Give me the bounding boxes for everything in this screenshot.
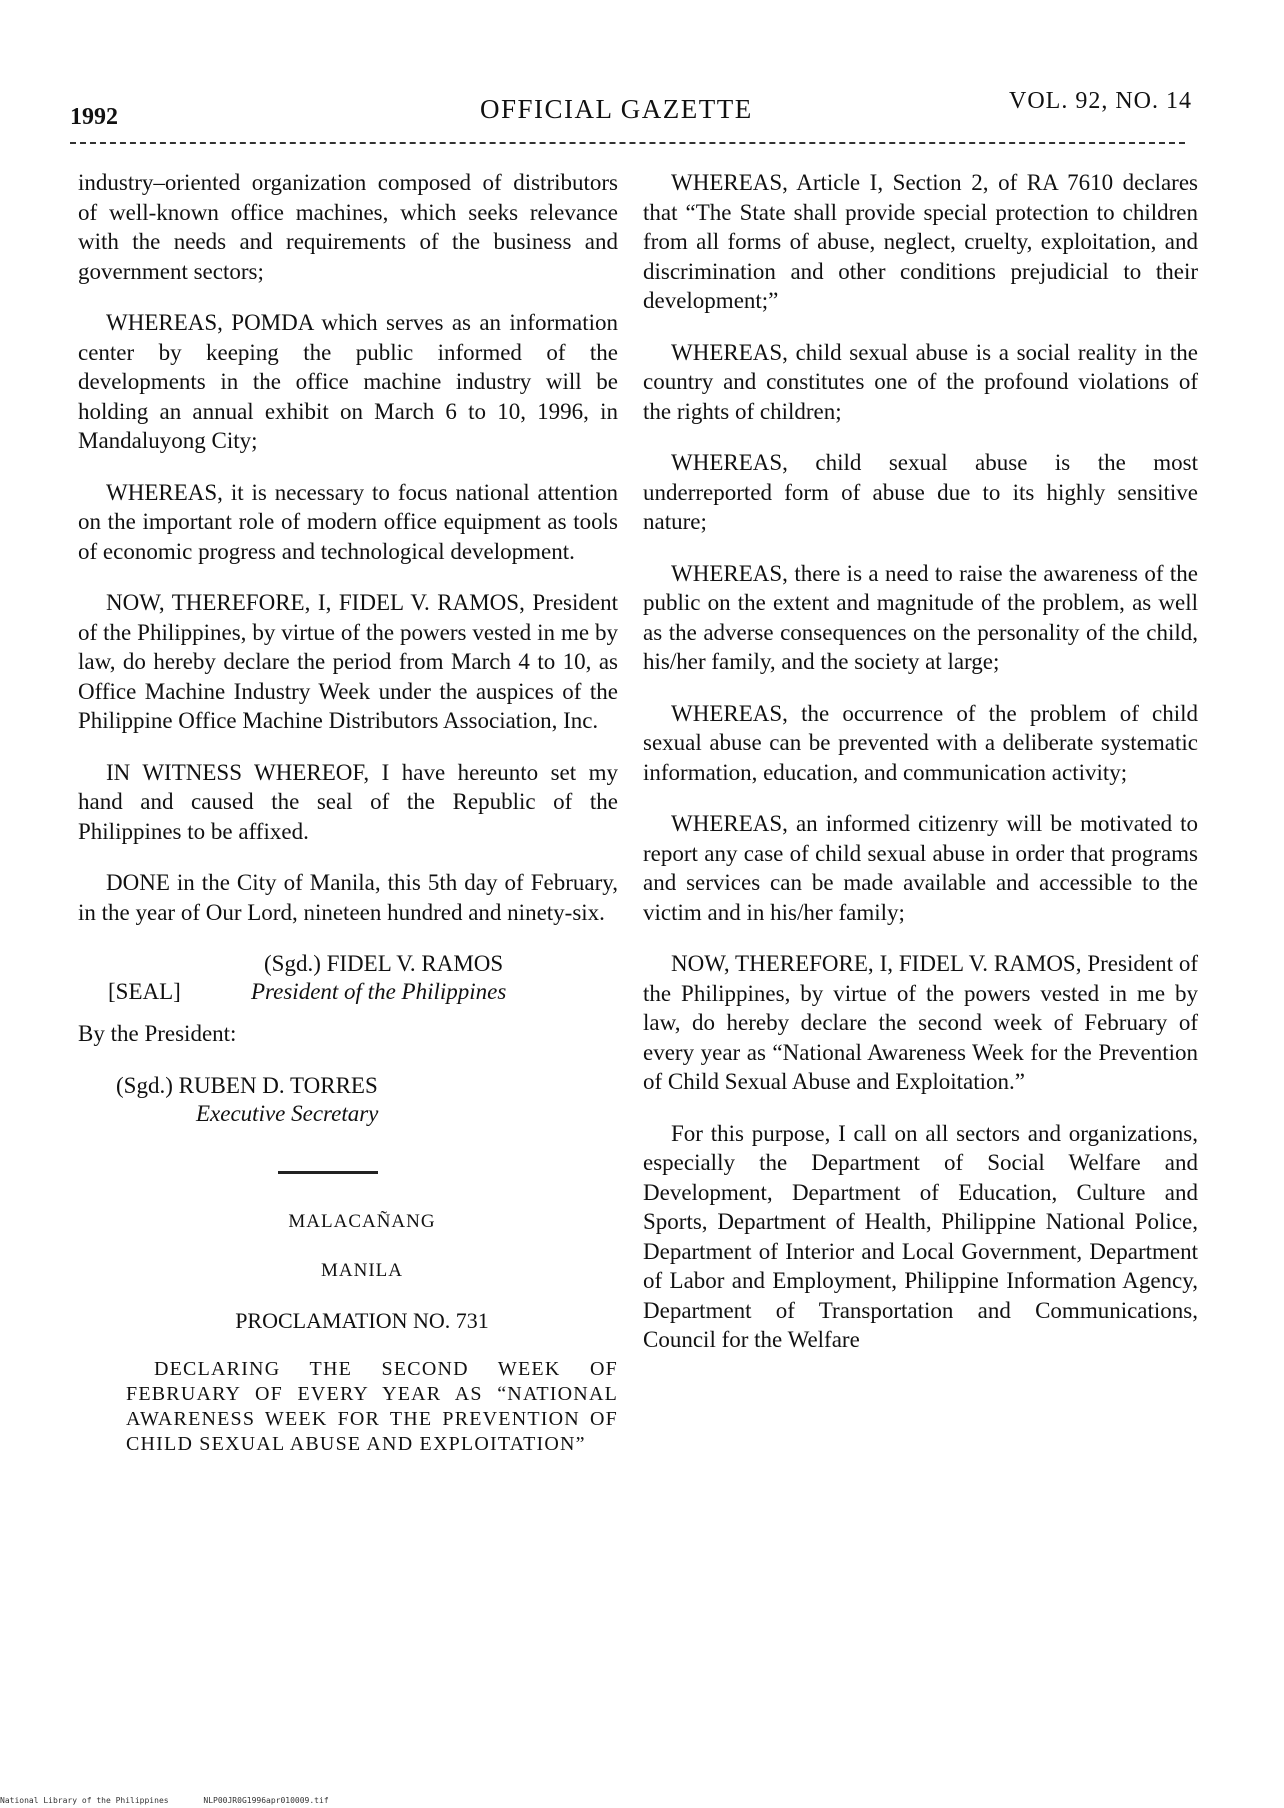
proclamation-caption: DECLARING THE SECOND WEEK OF FEBRUARY OF EVERY YEAR AS “NATIONAL AWARENESS WEEK FOR THE PREVENTION OF CHILD SEXUAL ABUSE AND EXPLOITATION” <box>126 1358 618 1455</box>
signatory-name: (Sgd.) FIDEL V. RAMOS <box>264 951 504 976</box>
library-credit: National Library of the Philippines <box>0 1796 169 1805</box>
paragraph-body: POMDA which serves as an information center by keeping the public informed of the developments in the office machine industry will be holding an annual exhibit on March 6 to 10, 1996, in Mandaluyong City; <box>78 310 618 453</box>
paragraph-body: the occurrence of the problem of child sexual abuse can be prevented with a deliberate systematic information, education, and communication activity; <box>643 700 1198 785</box>
paragraph-body: I, FIDEL V. RAMOS, President of the Philippines, by virtue of the powers vested in me by law, do hereby declare the period from March 4 to 10, as Office Machine Industry Week under the auspices of the Philippine Office Machine Distributors Association, Inc. <box>78 590 618 733</box>
paragraph-body: there is a need to raise the awareness of the public on the extent and magnitude of the problem, as well as the adverse consequences on the personality of the child, his/her family, and the society at large; <box>643 560 1198 674</box>
paragraph-lead: WHEREAS, <box>106 310 223 335</box>
paragraph-body: child sexual abuse is the most underreported form of abuse due to its highly sensitive nature; <box>643 450 1198 534</box>
paragraph-lead: WHEREAS, <box>671 339 788 365</box>
paragraph-body: child sexual abuse is a social reality in the country and constitutes one of the profound violations of the rights of children; <box>643 339 1198 424</box>
paragraph <box>643 699 1198 788</box>
paragraph-lead: NOW, THEREFORE, <box>671 951 874 976</box>
secretary-signature <box>78 1071 618 1141</box>
paragraph-body: Article I, Section 2, of RA 7610 declares that “The State shall provide special protection to children from all forms of abuse, neglect, cruelty, exploitation, and discrimination and other conditions prejudicial to their development;” <box>643 170 1198 313</box>
file-name: NLP00JR0G1996apr010009.tif <box>203 1796 329 1805</box>
page-header <box>70 84 1200 134</box>
paragraph-body: in the City of Manila, this 5th day of February, in the year of Our Lord, nineteen hundred and ninety-six. <box>78 870 618 925</box>
paragraph-body: an informed citizenry will be motivated to report any case of child sexual abuse in order that programs and services can be made available and accessible to the victim and in his/her family; <box>643 811 1198 925</box>
paragraph-lead: WHEREAS, <box>671 170 788 195</box>
paragraph <box>643 949 1198 1097</box>
paragraph-body: I have hereunto set my hand and caused the seal of the Republic of the Philippines to be affixed. <box>78 759 618 844</box>
paragraph-lead: WHEREAS, <box>106 479 223 505</box>
paragraph-lead: NOW, THEREFORE, <box>106 590 311 615</box>
proclamation-heading: PROCLAMATION NO. 731 <box>235 1307 489 1333</box>
paragraph <box>78 308 618 456</box>
section-divider <box>278 1171 378 1174</box>
paragraph <box>643 809 1198 927</box>
paragraph <box>78 758 618 847</box>
scan-footer <box>0 1796 359 1805</box>
publication-title: OFFICIAL GAZETTE <box>480 94 753 124</box>
paragraph-lead: WHEREAS, <box>671 700 788 726</box>
paragraph: For this purpose, I call on all sectors and organizations, especially the Department of Social Welfare and Development, Department of Education, Culture and Sports, Department of Health, Philippine National Police, Department of Interior and Local Government, Department of Labor and Employment, Philippine Information Agency, Department of Transportation and Communications, Council for the Welfare <box>643 1120 1198 1352</box>
right-column <box>643 168 1198 1377</box>
volume-number: VOL. 92, NO. 14 <box>1009 88 1192 114</box>
paragraph-lead: IN WITNESS WHEREOF, <box>106 759 370 785</box>
paragraph-lead: DONE <box>106 870 170 895</box>
paragraph-lead: WHEREAS, <box>671 560 788 586</box>
page-number: 1992 <box>70 104 118 130</box>
paragraph-lead: WHEREAS, <box>671 450 788 475</box>
paragraph <box>643 559 1198 677</box>
paragraph <box>78 868 618 927</box>
paragraph <box>643 448 1198 537</box>
paragraph-body: I, FIDEL V. RAMOS, President of the Philippines, by virtue of the powers vested in me by law, do hereby declare the second week of February of every year as “National Awareness Week for the Prevention of Child Sexual Abuse and Exploitation.” <box>643 951 1198 1094</box>
paragraph <box>643 338 1198 427</box>
header-rule <box>70 142 1185 144</box>
paragraph: industry–oriented organization composed of distributors of well-known office machines, which seeks relevance with the needs and requirements of the business and government sectors; <box>78 170 618 284</box>
paragraph-lead: WHEREAS, <box>671 811 788 836</box>
secretary-name: (Sgd.) RUBEN D. TORRES <box>116 1072 378 1098</box>
by-president-label: By the President: <box>78 1021 237 1046</box>
paragraph <box>643 168 1198 316</box>
secretary-title: Executive Secretary <box>196 1100 379 1126</box>
city-heading: MANILA <box>321 1259 403 1281</box>
president-signature <box>78 949 618 1019</box>
left-column <box>78 168 618 1479</box>
seal-label: [SEAL] <box>108 979 181 1004</box>
paragraph <box>78 588 618 736</box>
paragraph <box>78 478 618 567</box>
place-heading: MALACAÑANG <box>288 1210 436 1232</box>
signatory-title: President of the Philippines <box>251 979 507 1004</box>
paragraph-body: it is necessary to focus national attention on the important role of modern office equipment as tools of economic progress and technological development. <box>78 479 618 564</box>
